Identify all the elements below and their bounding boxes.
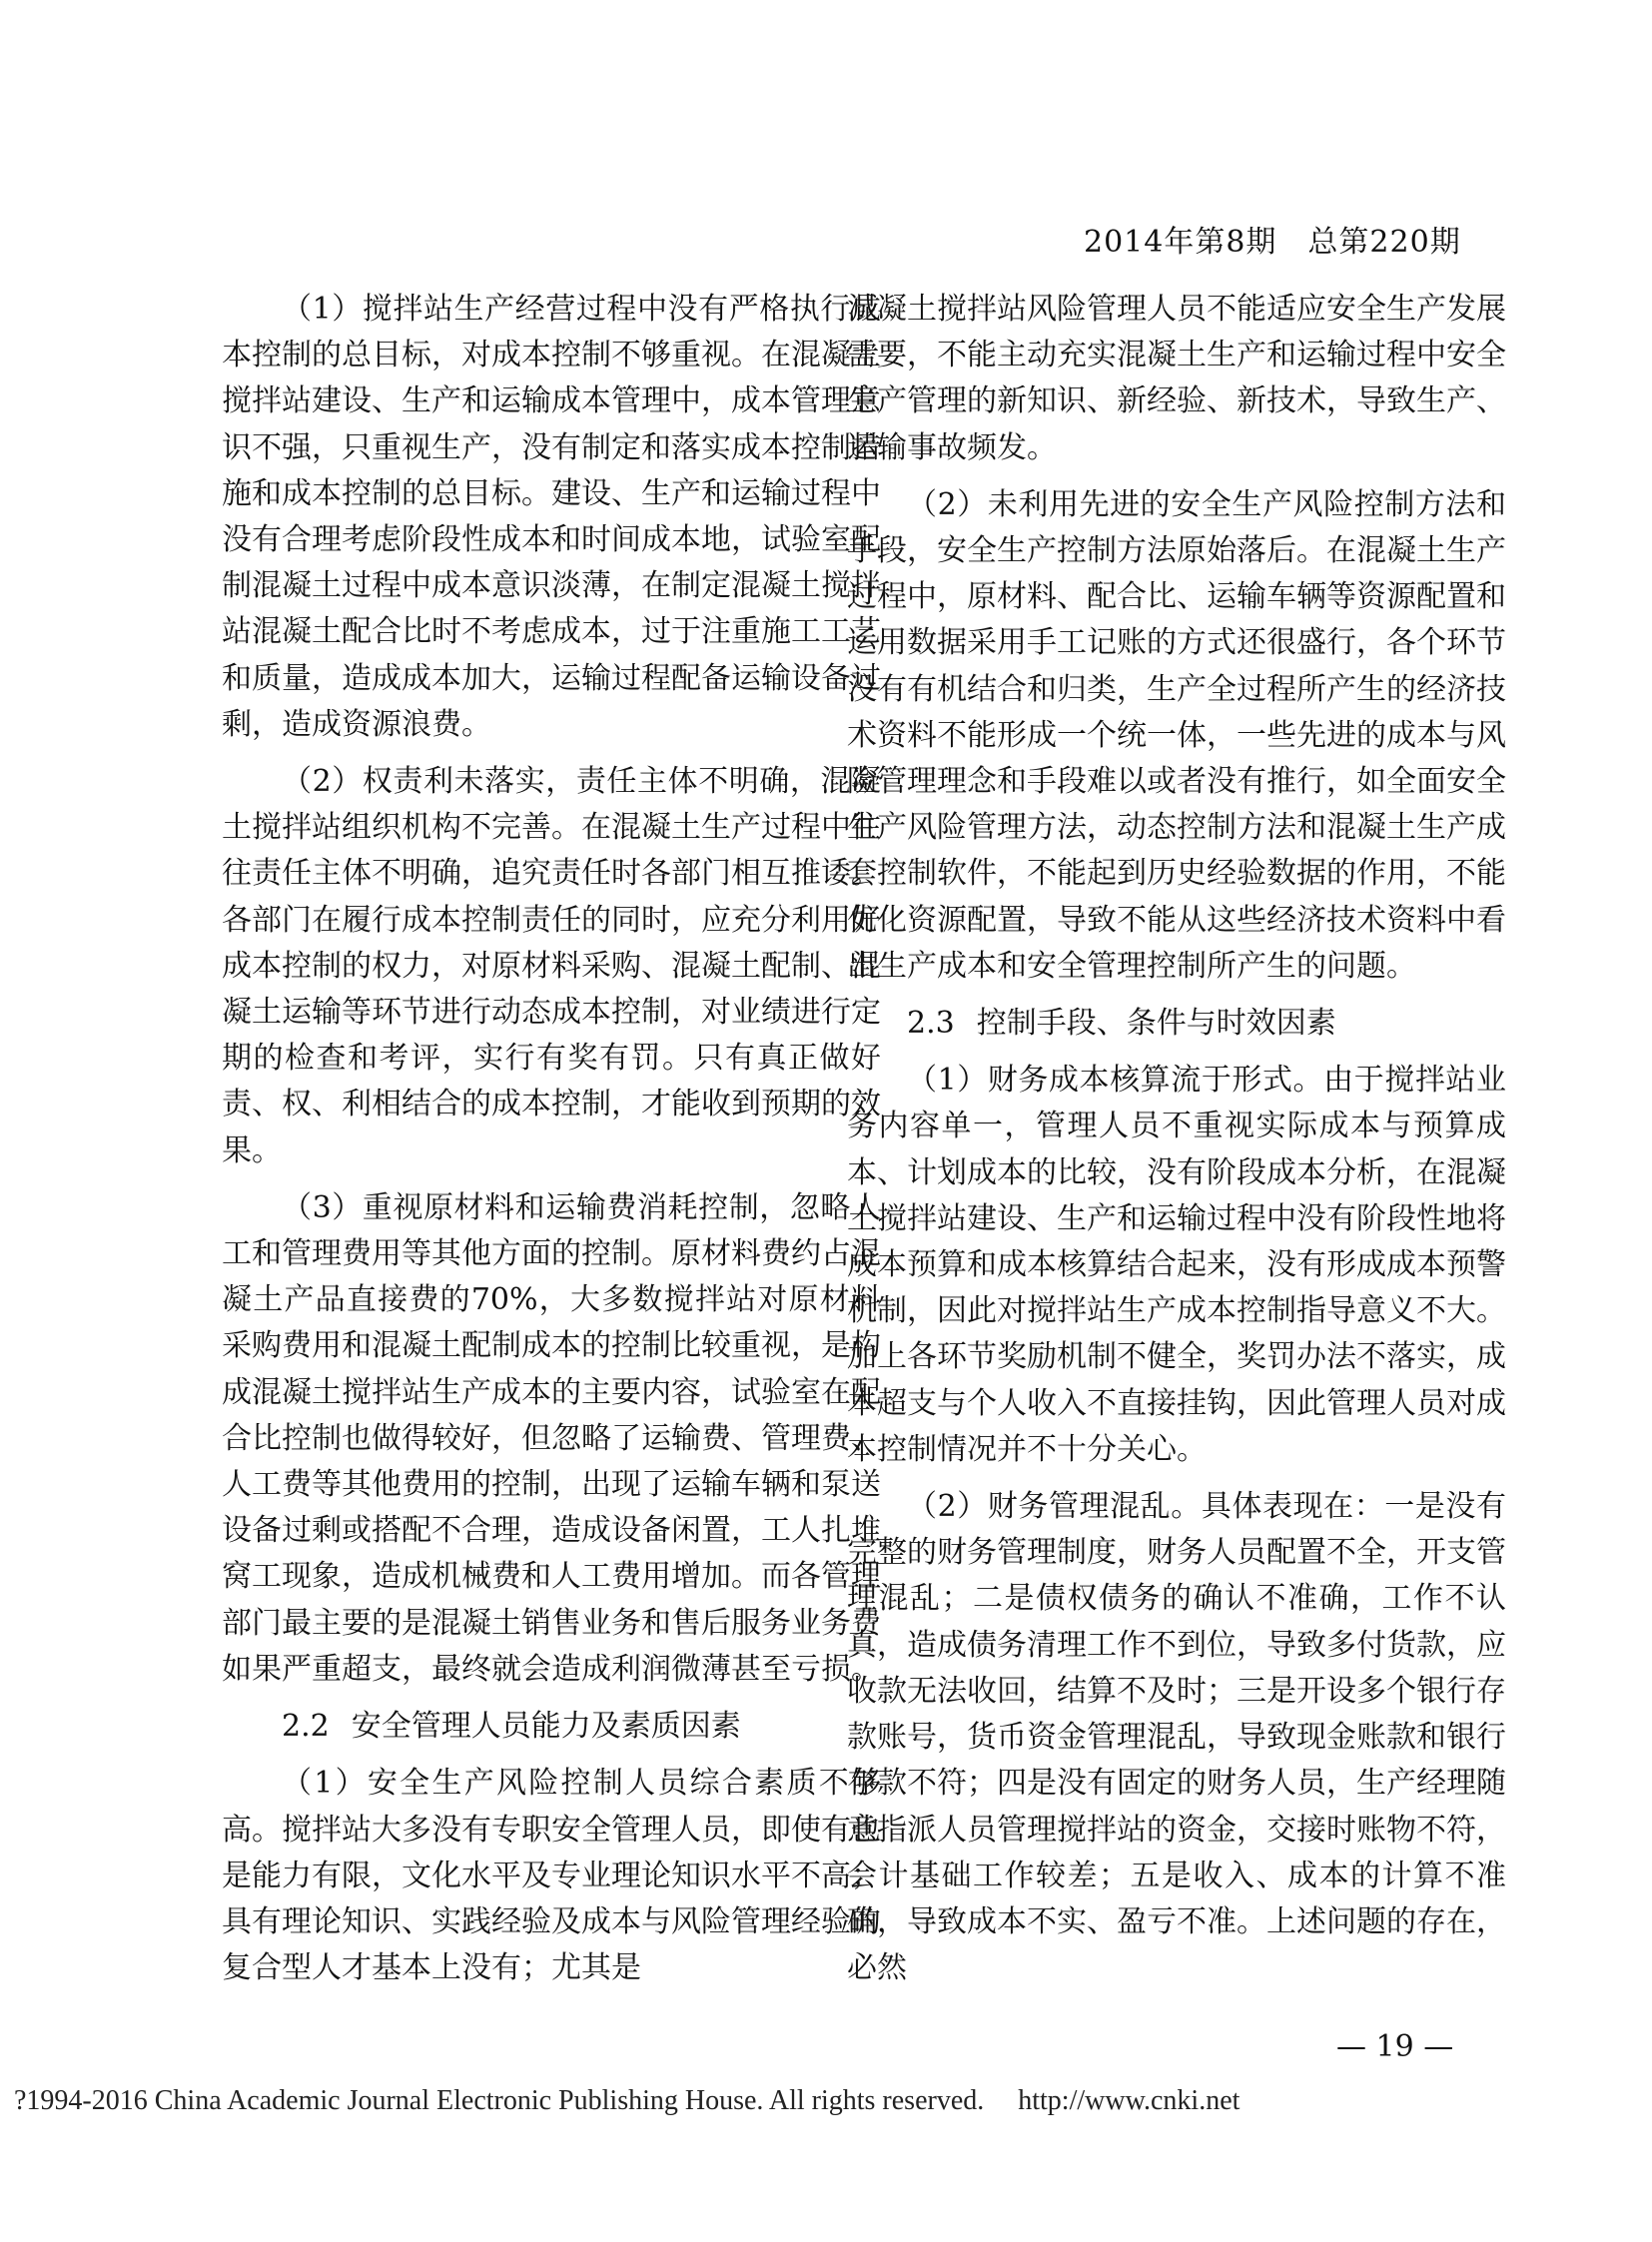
page-number: — 19 — [1336, 2029, 1454, 2064]
paragraph: （2）财务管理混乱。具体表现在：一是没有完整的财务管理制度，财务人员配置不全，开支管理混乱；二是债权债务的确认不准确，工作不认真，造成债务清理工作不到位，导致多付货款，应收款无法收回，结算不及时；三是开设多个银行存款账号，货币资金管理混乱，导致现金账款和银行存款不符；四是没有固定的财务人员，生产经理随意指派人员管理搅拌站的资金，交接时账物不符，会计基础工作较差；五是收入、成本的计算不准确，导致成本不实、盈亏不准。上述问题的存在，必然 [847, 1489, 1506, 1986]
section-heading-2-3 [847, 1001, 1506, 1047]
paragraph: （3）重视原材料和运输费消耗控制，忽略人工和管理费用等其他方面的控制。原材料费约占混凝土产品直接费的70%，大多数搅拌站对原材料采购费用和混凝土配制成本的控制比较重视，是构成混凝土搅拌站生产成本的主要内容，试验室在配合比控制也做得较好，但忽略了运输费、管理费、人工费等其他费用的控制，出现了运输车辆和泵送设备过剩或搭配不合理，造成设备闲置，工人扎堆窝工现象，造成机械费和人工费用增加。而各管理部门最主要的是混凝土销售业务和售后服务业务费如果严重超支，最终就会造成利润微薄甚至亏损。 [222, 1189, 881, 1687]
paragraph: （2）未利用先进的安全生产风险控制方法和手段，安全生产控制方法原始落后。在混凝土生产过程中，原材料、配合比、运输车辆等资源配置和运用数据采用手工记账的方式还很盛行，各个环节没有有机结合和归类，生产全过程所产生的经济技术资料不能形成一个统一体，一些先进的成本与风险管理理念和手段难以或者没有推行，如全面安全生产风险管理方法，动态控制方法和混凝土生产成套控制软件，不能起到历史经验数据的作用，不能优化资源配置，导致不能从这些经济技术资料中看出生产成本和安全管理控制所产生的问题。 [847, 486, 1506, 984]
footer [14, 2085, 1239, 2117]
section-number: 2.3 [907, 1006, 955, 1042]
section-title: 安全管理人员能力及素质因素 [351, 1709, 741, 1745]
paragraph: （1）财务成本核算流于形式。由于搅拌站业务内容单一，管理人员不重视实际成本与预算成本、计划成本的比较，没有阶段成本分析，在混凝土搅拌站建设、生产和运输过程中没有阶段性地将成本预算和成本核算结合起来，没有形成成本预警机制，因此对搅拌站生产成本控制指导意义不大。加上各环节奖励机制不健全，奖罚办法不落实，成本超支与个人收入不直接挂钩，因此管理人员对成本控制情况并不十分关心。 [847, 1063, 1506, 1467]
section-heading-2-2 [222, 1704, 881, 1750]
paragraph: （1）搅拌站生产经营过程中没有严格执行成本控制的总目标，对成本控制不够重视。在混凝土搅拌站建设、生产和运输成本管理中，成本管理意识不强，只重视生产，没有制定和落实成本控制措施和成本控制的总目标。建设、生产和运输过程中没有合理考虑阶段性成本和时间成本地，试验室配制混凝土过程中成本意识淡薄，在制定混凝土搅拌站混凝土配合比时不考虑成本，过于注重施工工艺和质量，造成成本加大，运输过程配备运输设备过剩，造成资源浪费。 [222, 292, 881, 742]
footer-link[interactable]: http://www.cnki.net [1018, 2085, 1240, 2116]
copyright-notice: ?1994-2016 China Academic Journal Electronic Publishing House. All rights reserved. [14, 2085, 985, 2116]
paragraph: （2）权责利未落实，责任主体不明确，混凝土搅拌站组织机构不完善。在混凝土生产过程中往往责任主体不明确，追究责任时各部门相互推诿。各部门在履行成本控制责任的同时，应充分利用好成本控制的权力，对原材料采购、混凝土配制、混凝土运输等环节进行动态成本控制，对业绩进行定期的检查和考评，实行有奖有罚。只有真正做好责、权、利相结合的成本控制，才能收到预期的效果。 [222, 764, 881, 1168]
left-column [222, 287, 881, 2002]
section-number: 2.2 [282, 1709, 330, 1745]
running-head: 2014年第8期 总第220期 [1084, 225, 1461, 260]
right-column [847, 287, 1506, 2002]
paragraph: （1）安全生产风险控制人员综合素质不够高。搅拌站大多没有专职安全管理人员，即使有也是能力有限，文化水平及专业理论知识水平不高；具有理论知识、实践经验及成本与风险管理经验的复合型人才基本上没有；尤其是 [222, 1766, 881, 1986]
section-title: 控制手段、条件与时效因素 [976, 1006, 1336, 1042]
paragraph-continued: 混凝土搅拌站风险管理人员不能适应安全生产发展需要，不能主动充实混凝土生产和运输过程中安全生产管理的新知识、新经验、新技术，导致生产、运输事故频发。 [847, 292, 1506, 465]
